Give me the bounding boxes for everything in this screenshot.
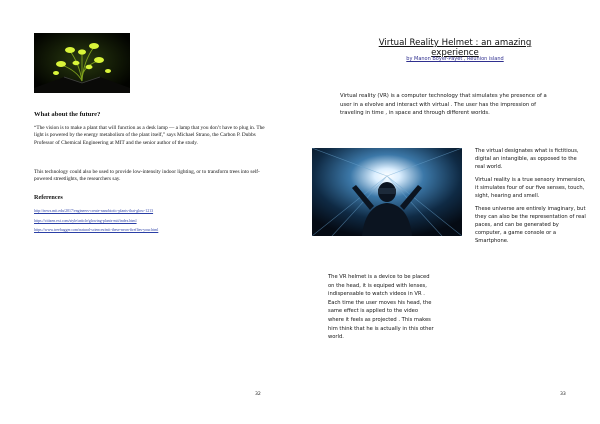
intro-line: user in a elvolve and interact with virtual . The user has the impression of [340, 101, 537, 108]
technology-paragraph: This technology could also be used to provide low-intensity indoor lighting, or to transform trees into self-powered streetlights, the researchers say. [34, 169, 260, 183]
future-heading: What about the future? [34, 111, 101, 118]
references-list [34, 207, 158, 236]
page-number: 33 [560, 392, 566, 397]
author-byline: by Manon Boyer-Payet , Reunion island [406, 56, 504, 62]
intro-line: traveling in time , in space and through different worlds. [340, 110, 490, 117]
intro-line: Virtual reality (VR) is a computer technology that simulates yhe presence of a [340, 93, 547, 99]
side-paragraph: Virtual reality is a true sensory immersion, it simulates four of our five senses, touch, sight, hearing and smell. [475, 176, 586, 200]
glowing-plant-photo [34, 33, 130, 93]
helmet-paragraph: The VR helmet is a device to be placed on the head, it is equiped with lenses, indispensable to watch videos in VR . Each time the user moves his head, the same effect is applied to the video where it feels as projected . This makes him think that he is actually in this other world. [328, 274, 434, 341]
reference-link[interactable]: https://www.treehugger.com/natural-sciences/mit-these-neon-fireflies-your.html [34, 228, 159, 233]
right-page [300, 0, 600, 424]
page-number: 32 [255, 392, 261, 397]
vr-headset-photo [312, 148, 462, 236]
side-paragraph: The virtual designates what is fictitious, digital an intangible, as opposed to the real world. [475, 148, 579, 171]
references-heading: References [34, 194, 63, 201]
strano-quote: “The vision is to make a plant that will function as a desk lamp — a lamp that you don’t have to plug in. The light is powered by the energy metabolism of the plant itself,” says Michael Strano, the Carbon P. Dubbs Professor of Chemical Engineering at MIT and the senior author of the study. [34, 125, 265, 146]
reference-link[interactable]: https://citizen.ext.com/style/article/glowing-plants-mit/index.html [34, 218, 137, 223]
side-paragraph: These universe are entirely imaginary, but they can also be the representation of real paces, and can be generated by computer, a game console or a Smartphone. [475, 205, 586, 245]
vr-explanation [475, 147, 587, 250]
intro-paragraph [340, 92, 574, 118]
reference-link[interactable]: http://news.mit.edu/2017/engineers-create-nanobiotic-plants-that-glow-1213 [34, 209, 154, 213]
article-title: Virtual Reality Helmet : an amazing experience [378, 38, 532, 58]
